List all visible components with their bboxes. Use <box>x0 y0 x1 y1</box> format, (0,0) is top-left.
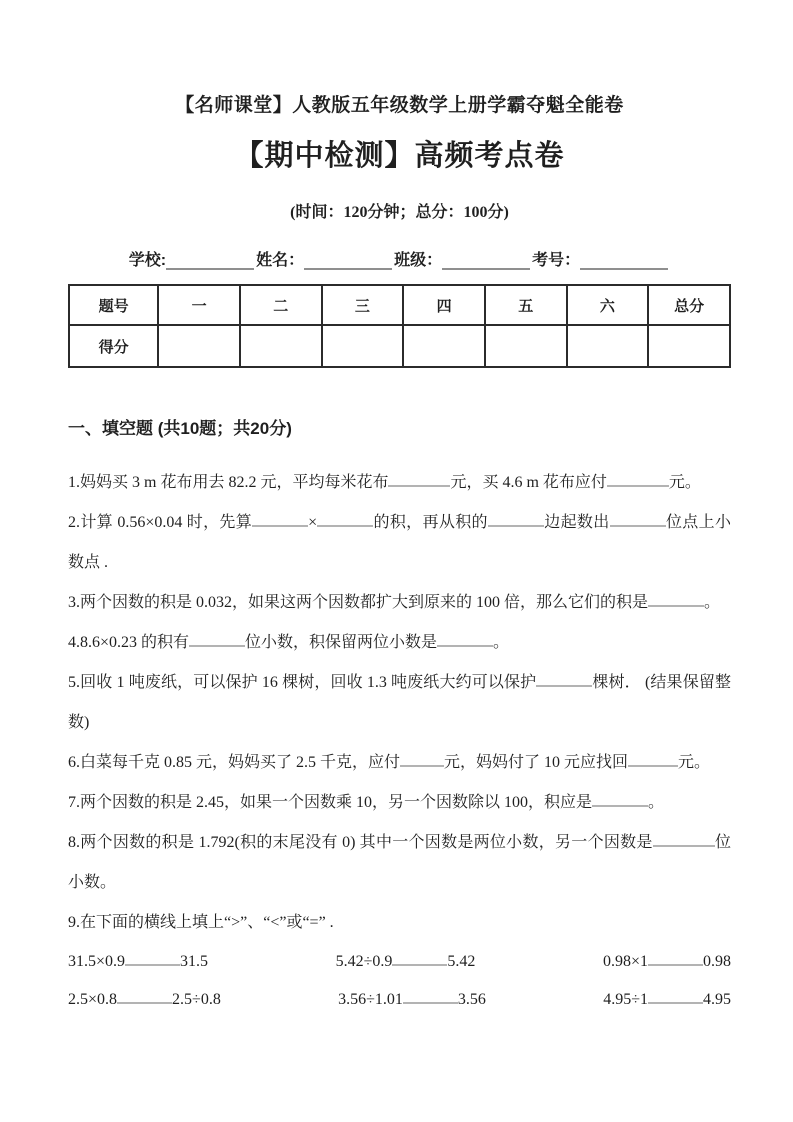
score-table-col-6: 六 <box>567 285 649 325</box>
comparison-answer-blank[interactable] <box>125 952 180 966</box>
score-entry-cell-6[interactable] <box>567 325 649 367</box>
question-text: 边起数出 <box>543 514 610 531</box>
score-table-score-row <box>69 325 730 367</box>
score-table-corner: 题号 <box>69 285 158 325</box>
question-text: 元，妈妈付了 10 元应找回 <box>444 754 629 771</box>
answer-blank[interactable] <box>437 633 493 647</box>
question-text: 元，买 4.6 m 花布应付 <box>450 474 607 491</box>
comparison-left-expression: 4.95÷1 <box>603 991 648 1008</box>
question-text: 9.在下面的横线上填上“>”、“<”或“=” . <box>68 914 334 931</box>
question-3 <box>68 583 731 623</box>
comparison-item <box>68 981 221 1019</box>
comparison-item <box>338 981 486 1019</box>
score-table-col-5: 五 <box>485 285 567 325</box>
score-table-body <box>69 285 730 367</box>
answer-blank[interactable] <box>653 833 715 847</box>
info-blank-name[interactable] <box>304 255 392 270</box>
info-blank-exam-number[interactable] <box>580 255 668 270</box>
question-8 <box>68 823 731 903</box>
comparison-left-expression: 3.56÷1.01 <box>338 991 403 1008</box>
comparison-left-expression: 2.5×0.8 <box>68 991 118 1008</box>
question-text: 。 <box>493 634 510 651</box>
comparison-left-expression: 5.42÷0.9 <box>335 953 393 970</box>
question-text: 1.妈妈买 3 m 花布用去 82.2 元，平均每米花布 <box>68 474 389 491</box>
comparison-item <box>68 943 208 981</box>
comparison-right-expression: 4.95 <box>703 991 731 1008</box>
student-info-line <box>68 248 731 270</box>
question-text: × <box>308 514 318 531</box>
comparison-answer-blank[interactable] <box>117 990 172 1004</box>
question-text: 位小数。 <box>68 834 731 891</box>
answer-blank[interactable] <box>648 593 704 607</box>
comparison-item <box>603 981 731 1019</box>
question-text: 棵树． (结果保留整数) <box>68 674 731 731</box>
question-7 <box>68 783 731 823</box>
score-entry-cell-7[interactable] <box>648 325 730 367</box>
question-text: 元。 <box>668 474 701 491</box>
info-label-class: 班级： <box>394 252 443 269</box>
comparison-answer-blank[interactable] <box>648 952 703 966</box>
score-table-col-1: 一 <box>158 285 240 325</box>
comparison-row-1 <box>68 943 731 981</box>
score-table <box>68 284 731 368</box>
answer-blank[interactable] <box>189 633 245 647</box>
answer-blank[interactable] <box>610 513 666 527</box>
score-entry-cell-1[interactable] <box>158 325 240 367</box>
comparison-left-expression: 31.5×0.9 <box>68 953 126 970</box>
score-entry-cell-3[interactable] <box>322 325 404 367</box>
answer-blank[interactable] <box>488 513 544 527</box>
score-entry-cell-4[interactable] <box>403 325 485 367</box>
comparison-answer-blank[interactable] <box>648 990 703 1004</box>
question-9 <box>68 903 731 943</box>
score-table-col-2: 二 <box>240 285 322 325</box>
comparison-item <box>603 943 731 981</box>
info-label-school: 学校: <box>128 252 167 269</box>
questions-list <box>68 463 731 943</box>
answer-blank[interactable] <box>400 753 444 767</box>
question-text: 位点上小数点 . <box>68 514 731 571</box>
score-table-col-7: 总分 <box>648 285 730 325</box>
score-table-col-4: 四 <box>403 285 485 325</box>
question-text: 2.计算 0.56×0.04 时，先算 <box>68 514 253 531</box>
time-score-line: (时间：120分钟；总分：100分) <box>290 204 509 221</box>
answer-blank[interactable] <box>317 513 373 527</box>
comparison-right-expression: 3.56 <box>457 991 486 1008</box>
question-1 <box>68 463 731 503</box>
answer-blank[interactable] <box>388 473 450 487</box>
question-text: 3.两个因数的积是 0.032，如果这两个因数都扩大到原来的 100 倍，那么它们的积是 <box>68 594 649 611</box>
answer-blank[interactable] <box>536 673 592 687</box>
comparison-row-2 <box>68 981 731 1019</box>
comparison-right-expression: 2.5÷0.8 <box>172 991 221 1008</box>
answer-blank[interactable] <box>592 793 648 807</box>
info-label-name: 姓名： <box>256 252 305 269</box>
exam-title: 【期中检测】高频考点卷 <box>234 140 565 172</box>
question-text: 7.两个因数的积是 2.45，如果一个因数乘 10，另一个因数除以 100，积应是 <box>68 794 593 811</box>
question-text: 4.8.6×0.23 的积有 <box>68 634 190 651</box>
question-text: 位小数，积保留两位小数是 <box>245 634 438 651</box>
comparison-left-expression: 0.98×1 <box>602 953 648 970</box>
comparison-answer-blank[interactable] <box>403 990 458 1004</box>
score-table-col-3: 三 <box>322 285 404 325</box>
answer-blank[interactable] <box>628 753 678 767</box>
question-text: 。 <box>648 794 665 811</box>
question-text: 8.两个因数的积是 1.792(积的末尾没有 0) 其中一个因数是两位小数，另一个因数是 <box>68 834 653 851</box>
question-text: 的积，再从积的 <box>373 514 488 531</box>
score-table-header-row <box>69 285 730 325</box>
info-label-exam-number: 考号： <box>532 252 581 269</box>
comparison-answer-blank[interactable] <box>392 952 447 966</box>
question-text: 6.白菜每千克 0.85 元，妈妈买了 2.5 千克，应付 <box>68 754 401 771</box>
question-4 <box>68 623 731 663</box>
section-one-heading: 一、填空题 (共10题；共20分) <box>68 419 292 438</box>
question-2 <box>68 503 731 583</box>
info-blank-school[interactable] <box>166 255 254 270</box>
question-6 <box>68 743 731 783</box>
score-entry-cell-2[interactable] <box>240 325 322 367</box>
comparison-grid <box>68 943 731 1019</box>
comparison-right-expression: 31.5 <box>180 953 209 970</box>
question-text: 。 <box>704 594 721 611</box>
info-blank-class[interactable] <box>442 255 530 270</box>
comparison-right-expression: 5.42 <box>447 953 476 970</box>
comparison-item <box>336 943 476 981</box>
comparison-right-expression: 0.98 <box>703 953 731 970</box>
question-5 <box>68 663 731 743</box>
score-entry-cell-5[interactable] <box>485 325 567 367</box>
exam-series-title: 【名师课堂】人教版五年级数学上册学霸夺魁全能卷 <box>175 95 624 116</box>
answer-blank[interactable] <box>252 513 308 527</box>
question-text: 5.回收 1 吨废纸，可以保护 16 棵树，回收 1.3 吨废纸大约可以保护 <box>68 674 537 691</box>
score-label-cell: 得分 <box>69 325 158 367</box>
question-text: 元。 <box>678 754 711 771</box>
answer-blank[interactable] <box>607 473 669 487</box>
